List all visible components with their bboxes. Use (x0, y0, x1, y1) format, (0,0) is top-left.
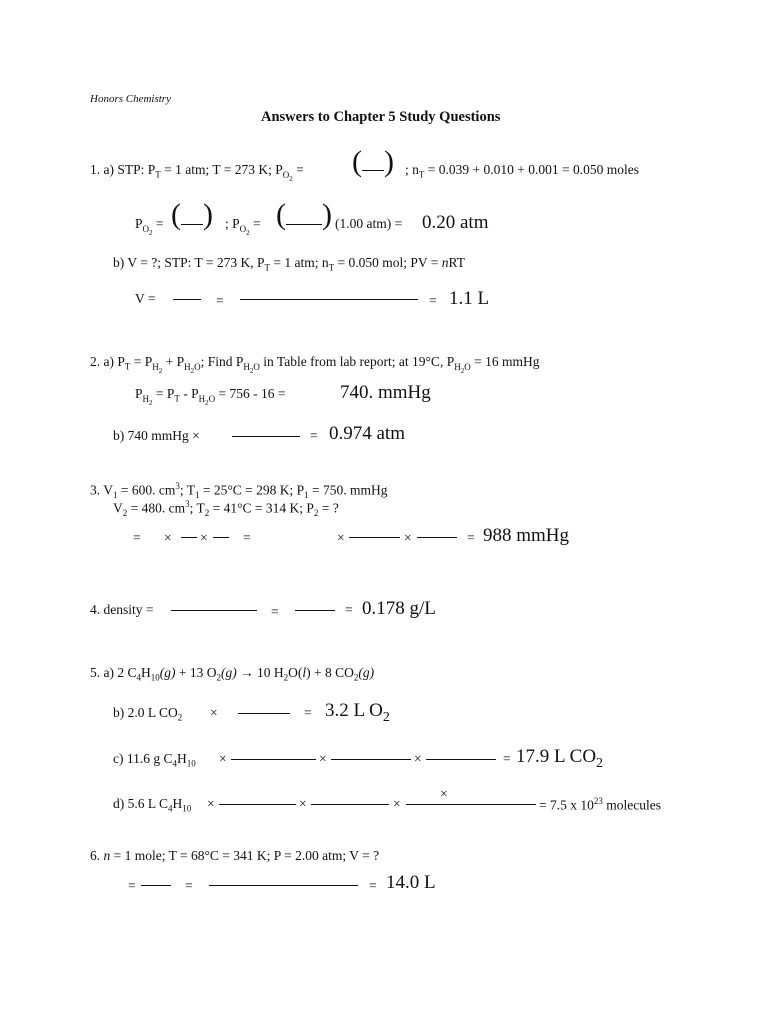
q6-line: 6. n = 1 mole; T = 68°C = 341 K; P = 2.00 atm; V = ? (90, 848, 380, 863)
fraction-bar (219, 804, 296, 805)
left-paren: ( (276, 198, 286, 231)
left-paren: ( (171, 198, 181, 231)
q2-a-answer: 740. mmHg (340, 382, 431, 403)
fraction-bar (213, 537, 229, 538)
fraction-bar (349, 537, 400, 538)
fraction-bar (331, 759, 411, 760)
times-sign: × (219, 751, 227, 766)
q1-a-answer: 0.20 atm (422, 212, 489, 233)
fraction-bar (232, 436, 300, 437)
equals-sign: = (503, 751, 511, 766)
q1-b-answer: 1.1 L (449, 288, 490, 309)
fraction-bar (171, 610, 257, 611)
page-title: Answers to Chapter 5 Study Questions (261, 109, 501, 125)
equals-sign: = (467, 530, 475, 545)
times-sign: × (164, 530, 172, 545)
q3-line-1: 3. $V_1 = 600$. $cm^3$; $T_1 = 25^\circ C = 298$ K; $P_1 = 750$. mmHg (90, 481, 388, 501)
q1-po2-calc: (1.00 atm) = (335, 216, 403, 231)
fraction-bar (209, 885, 358, 886)
fraction-bar (141, 885, 171, 886)
q5-c-answer: 17.9 L $CO_2$ (516, 746, 604, 771)
equals-sign: = (429, 293, 437, 308)
times-sign: × (414, 751, 422, 766)
fraction-bar (181, 224, 203, 225)
equals-sign: = (216, 293, 224, 308)
fraction-bar (173, 299, 201, 300)
fraction-bar (362, 170, 384, 171)
q3-line-2: $V_2 = 480$. $cm^3$; $T_2 = 41^\circ C = 314$ K; $P_2$ = ? (113, 499, 339, 519)
equals-sign: = (133, 530, 141, 545)
q3-answer: 988 mmHg (483, 525, 570, 546)
q5-d-answer: = 7.5 x $10^{23}$ molecules (539, 796, 661, 813)
q1-a-line: 1. a) STP: $P_T = 1$ atm; T = 273 K; $P_{O_2}$ = (90, 162, 304, 183)
fraction-bar (181, 537, 197, 538)
times-sign: × (319, 751, 327, 766)
q5-d-line: d) 5.6 L $C_4H_{10}$ (113, 796, 192, 814)
times-sign: × (337, 530, 345, 545)
times-sign: × (404, 530, 412, 545)
fraction-bar (417, 537, 457, 538)
q6-answer: 14.0 L (386, 872, 436, 893)
equals-sign: = (304, 705, 312, 720)
q2-a-line: 2. a) $P_T = P_{H_2} + P_{H_2O}$; Find $P_{H_2O}$ in Table from lab report; at 19°C, $P_{H_2O} = 16$ mmHg (90, 354, 540, 375)
q5-a-equation: 5. a) 2 $C_4H_{10}(g) + 13$ $O_2(g) \to 10$ $H_2O(l) + 8$ $CO_2(g)$ (90, 665, 375, 683)
times-sign: × (299, 796, 307, 811)
right-paren: ) (322, 198, 332, 231)
fraction-bar (286, 224, 322, 225)
equals-sign: = (271, 604, 279, 619)
times-sign: × (440, 786, 448, 801)
fraction-bar (240, 299, 418, 300)
q5-c-line: c) 11.6 g $C_4H_{10}$ (113, 751, 196, 769)
q2-b-answer: 0.974 atm (329, 423, 405, 444)
q2-b-line: b) 740 mmHg × (113, 428, 200, 443)
right-paren: ) (203, 198, 213, 231)
equals-sign: = (128, 878, 136, 893)
q2-ph2-line: $P_{H_2} = P_T - P_{H_2O} = 756 - 16$ = (135, 386, 286, 407)
left-paren: ( (352, 145, 362, 178)
q4-label: 4. density = (90, 602, 154, 617)
q1-v-label: V = (135, 291, 156, 306)
q4-answer: 0.178 g/L (362, 598, 436, 619)
q5-b-line: b) 2.0 L $CO_2$ (113, 705, 183, 723)
fraction-bar (426, 759, 496, 760)
q1-b-line: b) V = ?; STP: T = 273 K, $P_T = 1$ atm; $n_T = 0.050$ mol; PV = nRT (113, 255, 465, 273)
times-sign: × (200, 530, 208, 545)
course-header: Honors Chemistry (90, 93, 171, 105)
fraction-bar (406, 804, 536, 805)
equals-sign: = (310, 428, 318, 443)
fraction-bar (238, 713, 290, 714)
q1-a-total: ; $n_T = 0.039 + 0.010 + 0.001 = 0.050$ moles (405, 162, 639, 180)
q1-po2-label: $P_{O_2}$ = (135, 216, 164, 237)
times-sign: × (207, 796, 215, 811)
equals-sign: = (345, 602, 353, 617)
fraction-bar (311, 804, 389, 805)
times-sign: × (393, 796, 401, 811)
right-paren: ) (384, 145, 394, 178)
q1-po2-label-2: ; $P_{O_2}$ = (225, 216, 261, 237)
times-sign: × (210, 705, 218, 720)
fraction-bar (231, 759, 316, 760)
fraction-bar (295, 610, 335, 611)
equals-sign: = (243, 530, 251, 545)
equals-sign: = (185, 878, 193, 893)
q5-b-answer: 3.2 L $O_2$ (325, 700, 390, 725)
equals-sign: = (369, 878, 377, 893)
